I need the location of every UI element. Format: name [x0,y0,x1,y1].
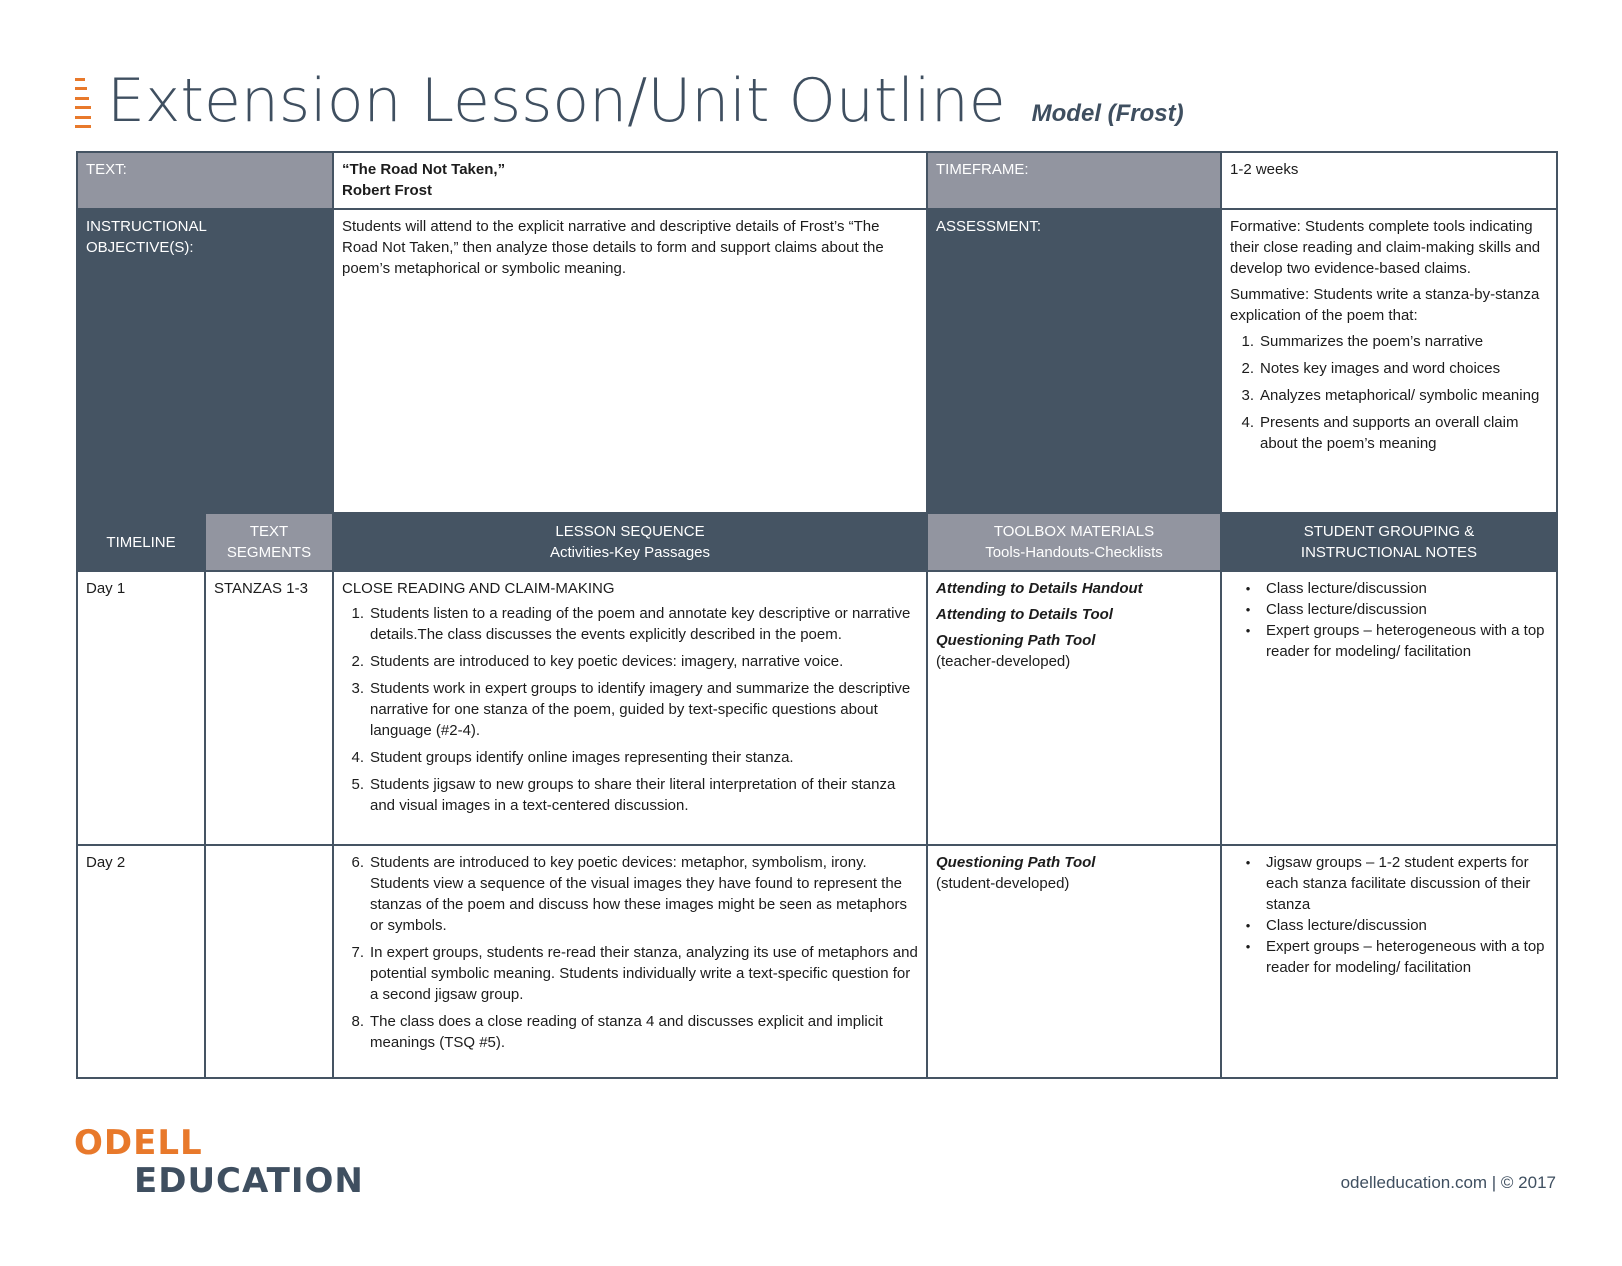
logo-line1: ODELL [74,1123,203,1163]
grouping-header-line2: INSTRUCTIONAL NOTES [1300,544,1478,561]
list-item [1230,915,1548,936]
column-header-row [77,513,1557,571]
item-text: Class lecture/discussion [1266,917,1427,934]
item-number: 1. [1241,333,1254,350]
grouping-header-line1: STUDENT GROUPING & [1303,523,1475,540]
bullet-icon: • [1245,918,1251,933]
grouping-cell [1221,845,1557,1078]
odell-education-logo [74,1124,364,1200]
grouping-notes [1230,578,1548,662]
day-label: Day 2 [77,845,205,1078]
item-text: Notes key images and word choices [1260,360,1501,377]
page-header [75,66,1184,136]
bullet-icon: • [1245,581,1251,596]
item-text: Class lecture/discussion [1266,601,1427,618]
text-value [333,152,927,209]
item-text: Students work in expert groups to identify imagery and summarize the descriptive narrative for one stanza of the poem, guided by text-specific questions about language (#2-4). [370,680,911,739]
assessment-value [1221,209,1557,513]
objective-label-line2: OBJECTIVE(S): [86,239,194,256]
timeframe-value: 1-2 weeks [1221,152,1557,209]
item-number: 3. [1241,387,1254,404]
list-item [342,747,918,768]
list-item [342,603,918,645]
list-item [1230,852,1548,915]
segment-label [205,845,333,1078]
item-text: Summarizes the poem’s narrative [1260,333,1484,350]
bullet-icon: • [1245,623,1251,638]
toolbox-cell [927,845,1221,1078]
material-note: (student-developed) [936,875,1070,892]
item-text: Student groups identify online images representing their stanza. [370,749,794,766]
material-note: (teacher-developed) [936,653,1071,670]
text-author: Robert Frost [342,182,432,199]
objective-label-line1: INSTRUCTIONAL [86,218,207,235]
item-text: The class does a close reading of stanza 4 and discusses explicit and implicit meanings (TSQ #5). [370,1013,883,1051]
toolbox-header-line1: TOOLBOX MATERIALS [993,523,1155,540]
item-text: Students jigsaw to new groups to share their literal interpretation of their stanza and visual images in a text-centered discussion. [370,776,896,814]
list-item [1230,620,1548,662]
page-title: Extension Lesson/Unit Outline [107,66,1006,136]
text-title: “The Road Not Taken,” [342,161,506,178]
day-label: Day 1 [77,571,205,845]
text-label: TEXT: [77,152,333,209]
item-number: 2. [1241,360,1254,377]
grouping-cell [1221,571,1557,845]
list-item [1230,599,1548,620]
segment-label: STANZAS 1-3 [205,571,333,845]
item-number: 2. [351,653,364,670]
lesson-outline-table [76,151,1558,1079]
segments-header-line2: SEGMENTS [226,544,312,561]
footer-url[interactable]: odelleducation.com | © 2017 [1340,1173,1556,1192]
item-number: 6. [351,854,364,871]
item-text: Students listen to a reading of the poem and annotate key descriptive or narrative details.The class discusses the events explicitly described in the poem. [370,605,911,643]
toolbox-cell [927,571,1221,845]
objective-value: Students will attend to the explicit narrative and descriptive details of Frost’s “The Road Not Taken,” then analyze those details to form and support claims about the poem’s metaphorical or symbolic meaning. [333,209,927,513]
page-subtitle: Model (Frost) [1031,100,1184,127]
material-item: Questioning Path Tool [936,854,1096,871]
list-item [342,942,918,1005]
bullet-icon: • [1245,602,1251,617]
objective-label [77,209,333,513]
list-item [1230,331,1548,352]
grouping-header [1221,513,1557,571]
toolbox-header [927,513,1221,571]
material-item: Attending to Details Tool [936,606,1113,623]
grouping-notes [1230,852,1548,978]
item-number: 5. [351,776,364,793]
item-text: In expert groups, students re-read their stanza, analyzing its use of metaphors and potential symbolic meaning. Students individually write a text-specific question for a second jigsaw group. [370,944,918,1003]
item-number: 8. [351,1013,364,1030]
logo-line2: EDUCATION [134,1161,364,1201]
assessment-label: ASSESSMENT: [927,209,1221,513]
item-text: Class lecture/discussion [1266,580,1427,597]
item-number: 4. [351,749,364,766]
list-item [342,651,918,672]
item-number: 1. [351,605,364,622]
timeline-header: TIMELINE [77,513,205,571]
objective-row [77,209,1557,513]
item-text: Expert groups – heterogeneous with a top reader for modeling/ facilitation [1266,622,1545,660]
text-row [77,152,1557,209]
sequence-steps [342,852,918,1053]
lesson-sequence-cell [333,845,927,1078]
toolbox-header-line2: Tools-Handouts-Checklists [985,544,1163,561]
list-item [1230,578,1548,599]
item-text: Analyzes metaphorical/ symbolic meaning [1260,387,1540,404]
list-item [342,1011,918,1053]
list-item [342,852,918,936]
item-text: Expert groups – heterogeneous with a top reader for modeling/ facilitation [1266,938,1545,976]
list-item [342,774,918,816]
sequence-heading: CLOSE READING AND CLAIM-MAKING [342,580,615,597]
item-number: 7. [351,944,364,961]
lesson-sequence-cell [333,571,927,845]
timeframe-label: TIMEFRAME: [927,152,1221,209]
sequence-header [333,513,927,571]
segments-header [205,513,333,571]
assessment-formative: Formative: Students complete tools indicating their close reading and claim-making skills and develop two evidence-based claims. [1230,218,1541,277]
item-text: Students are introduced to key poetic devices: metaphor, symbolism, irony. Students view a sequence of the visual images they have found to represent the stanzas of the poem and discuss how these images might be seen as metaphors or symbols. [370,854,907,934]
sequence-header-line2: Activities-Key Passages [549,544,711,561]
material-item: Attending to Details Handout [936,580,1143,597]
segments-header-line1: TEXT [249,523,289,540]
sequence-header-line1: LESSON SEQUENCE [555,523,705,540]
list-item [1230,412,1548,454]
bullet-icon: • [1245,939,1251,954]
bullet-icon: • [1245,855,1251,870]
table-row [77,845,1557,1078]
item-number: 4. [1241,414,1254,431]
assessment-summative: Summative: Students write a stanza-by-stanza explication of the poem that: [1230,286,1540,324]
list-item [1230,936,1548,978]
sequence-steps [342,603,918,816]
list-item [1230,385,1548,406]
table-row [77,571,1557,845]
material-item: Questioning Path Tool [936,632,1096,649]
item-number: 3. [351,680,364,697]
item-text: Presents and supports an overall claim about the poem’s meaning [1260,414,1519,452]
item-text: Students are introduced to key poetic devices: imagery, narrative voice. [370,653,844,670]
item-text: Jigsaw groups – 1-2 student experts for each stanza facilitate discussion of their stanza [1266,854,1531,913]
assessment-list [1230,331,1548,454]
list-item [1230,358,1548,379]
title-dash-mark-icon [75,78,91,128]
list-item [342,678,918,741]
